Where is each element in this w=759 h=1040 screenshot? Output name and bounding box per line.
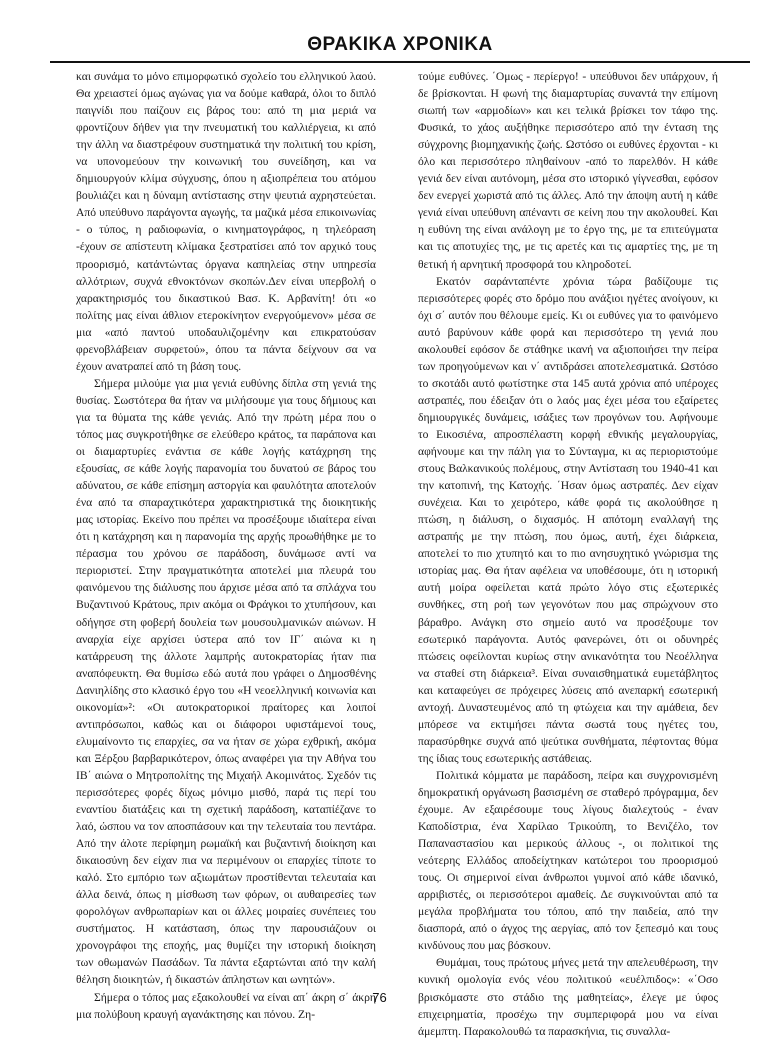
paragraph: Θυμάμαι, τους πρώτους μήνες μετά την απελευθέρωση, την κυνική ομολογία ενός νέου πολιτικού «ευέλπιδος»: «΄Οσο βρισκόμαστε στο στάδιο της μαθητείας», έλεγε με ύφος επιχειρηματία, προσέχω την συμπεριφορά μου να είναι άμεμπτη. Παρακολουθώ τα παρασκήνια, τις συναλλα- [418,956,718,1038]
paragraph: Πολιτικά κόμματα με παράδοση, πείρα και συγχρονισμένη δημοκρατική οργάνωση βασισμένη σε σταθερό πρόγραμμα, δεν έχουμε. Αν εξαιρέσουμε τους λίγους διαλεχτούς - έναν Καποδίστρια, ένα Χαρίλαο Τρικούπη, το Βενιζέλο, τον Παπαναστασίου και μερικούς άλλους -, οι πολιτικοί της νεότερης Ελλάδος αποδείχτηκαν κατώτεροι του προορισμού τους. Οι σημερινοί είναι άνθρωποι γυμνοί από κάθε ιδανικό, αρριβιστές, οι περισσότεροι αμαθείς. Δε συγκινούνται από τα μεγάλα προβλήματα του τόπου, από την παιδεία, από την διασπορά, από ο άγχος της αεργίας, από τον ξεπεσμό και τους κινδύνους που μας βόσκουν. [418,768,718,953]
paragraph: Σήμερα ο τόπος μας εξακολουθεί να είναι απ΄ άκρη σ΄ άκρη μια πολύβουη κραυγή αγανάκτησης και πόνου. Ζη- [76,990,376,1021]
journal-title: ΘΡΑΚΙΚΑ ΧΡΟΝΙΚΑ [307,34,493,55]
text-column-left [76,68,376,1023]
paragraph: και συνάμα το μόνο επιμορφωτικό σχολείο του ελληνικού λαού. Θα χρειαστεί όμως αγώνας για να δούμε καθαρά, όλοι το διπλό παιγνίδι που παίζουν εις βάρος του: από τη μια μεριά να φροντίζουν δήθεν για την πνευματική του καλλιέργεια, κι από την άλλη να διαστρέφουν συστηματικά την πολιτική του κρίση, να υπονομεύουν την κοινωνική του συνείδηση, και να δημιουργούν κλίμα σύγχυσης, όπου η αξιοπρέπεια του ατόμου βουλιάζει και η δύναμη αντίστασης στην ψευτιά αχρηστεύεται. Από υπεύθυνο παράγοντα αγωγής, τα μαζικά μέσα επικοινωνίας - ο τύπος, η ραδιοφωνία, ο κινηματογράφος, η τηλεόραση -έχουν σε απίστευτη κλίμακα ξεστρατίσει από τον αρχικό τους προορισμό, κατάντώντας όργανα καπηλείας στην υπηρεσία αλλότριων, συχνά εθνοκτόνων σκοπών.Δεν είναι υπερβολή ο χαρακτηρισμός του δικαστικού Βασ. Κ. Αρβανίτη! ότι «ο πολίτης μας είναι άθλιον ετεροκίνητον ενεργούμενον» μέσα σε μια «από παντού υποδαυλιζομένην και επικρατούσαν φρενοβλάβειαν συρφετού», όπου τα πάντα δείχνουν σα να έχουν ανατραπεί από τη βάση τους. [76,70,376,373]
running-header [50,30,750,64]
paragraph: Εκατόν σαράνταπέντε χρόνια τώρα βαδίζουμε τις περισσότερες φορές στο δρόμο που ανάξιοι ηγέτες ανοίγουν, κι όχι σ΄ αυτόν που θέλουμε εμείς. Κι οι ευθύνες για το φαινόμενο αυτό βαρύνουν κάθε φορά και περισσότερο τη γενιά που ακολουθεί εφόσον δε στάθηκε ικανή να αξιοποιήσει την πείρα των προηγούμενων και ν΄ αντιδράσει αποτελεσματικά. Ωστόσο το σκοτάδι αυτό φωτίστηκε στα 145 αυτά χρόνια από υπέροχες αστραπές, που έδειξαν ότι ο λαός μας έχει μέσα του εξαίρετες δημιουργικές δυνάμεις, ισάξιες των προγόνων του. Αφήνουμε το Εικοσιένα, απροσπέλαστη κορφή εθνικής μεγαλουργίας, αφήνουμε και την πάλη για το Σύνταγμα, κι ας περιοριστούμε στους Βαλκανικούς πολέμους, στην Αντίσταση του 1940-41 και την κατοπινή, της Κατοχής. ΄Ησαν όμως αστραπές. Δεν είχαν συνέχεια. Και το χειρότερο, κάθε φορά τις ακολούθησε η πτώση, η διάλυση, ο διχασμός. Η απότομη εναλλαγή της αστραπής με την πτώση, που όμως, αυτή, έχει διάρκεια, αποτελεί το πιο χτυπητό και το πιο ανησυχητικό γνώρισμα της ιστορίας μας. Θα ήταν αφέλεια να υποθέσουμε, ότι η ιστορική αυτή μοίρα οφείλεται κατά πρώτο λόγο στις εξωτερικές συνθήκες, στη ροή των γεγονότων που μας σπρώχνουν στο βάραθρο. Ανάγκη στο σημείο αυτό να προσέξουμε τον εσωτερικό παράγοντα. Αυτός φανερώνει, ότι οι οδυνηρές πτώσεις οφείλονται κυρίως στην ανικανότητα του Νεοέλληνα να σταθεί στη διάρκεια³. Είναι συναισθηματικά ευμετάβλητος και καταφεύγει σε πρόχειρες λύσεις από ανεπαρκή εσωτερική αντοχή. Δυναστευμένος από τη φτώχεια και την αμάθεια, δεν μπόρεσε να εκτιμήσει πάντα σωστά τους ηγέτες του, παρασύρθηκε συχνά από ψεύτικα συνθήματα, πέφτοντας θύμα της ίδιας τους εσωτερικής αστάθειας. [418,274,718,765]
paragraph: τούμε ευθύνες. ΄Ομως - περίεργο! - υπεύθυνοι δεν υπάρχουν, ή δε βρίσκονται. Η φωνή της διαμαρτυρίας συναντά την επίμονη σιωπή των «αρμοδίων» και κει τελικά βρίσκει τον τάφο της. Φυσικά, το χάος αυξήθηκε περισσότερο από την ένταση της σύγχρονης βιομηχανικής ζωής. Ωστόσο οι ευθύνες έρχονται - κι όλο και περισσότερο πληθαίνουν -από το παρελθόν. Η κάθε γενιά δεν είναι αυτόνομη, μέσα στο ιστορικό γίγνεσθαι, εφόσον δεν ενεργεί χωριστά από τις άλλες. Από την άποψη αυτή η κάθε γενιά είναι υπεύθυνη απέναντι σε κείνη που την ακολουθεί. Και η ευθύνη της είναι ανάλογη με το έργο της, με τα επιτεύγματα και τις αποτυχίες της, με τις αρετές και τις αμαρτίες της, με τη θετική ή αρνητική προσφορά του κληροδοτεί. [418,70,718,271]
paragraph: Σήμερα μιλούμε για μια γενιά ευθύνης δίπλα στη γενιά της θυσίας. Σωστότερα θα ήταν να μιλήσουμε για τους δήμιους και για τα θύματα της κάθε γενιάς. Από την πρώτη μέρα που ο τόπος μας συγκροτήθηκε σε ελεύθερο κράτος, τα παράπονα και οι διαμαρτυρίες ενάντια σε κάθε λογής κατάχρηση της εξουσίας, σε κάθε λογής παρανομία του δυνατού σε βάρος του αδύνατου, σε κάθε επίσημη αστοργία και φαυλότητα αποτελούν ένα από τα σπαραχτικότερα χαρακτηριστικά της διοικητικής μας ιστορίας. Εκείνο που πρέπει να προσέξουμε ιδιαίτερα είναι ότι η κατάχρηση και η παρανομία της αρχής προωθήθηκε με το πέρασμα του χρόνου σε παράδοση, δυνάμωσε αντί να περιοριστεί. Στην πραγματικότητα αποτελεί μια πλευρά του φαινόμενου της διάλυσης που άρχισε μέσα από τα σπλάχνα του Βυζαντινού Κράτους, πριν ακόμα οι Φράγκοι το χτυπήσουν, και οδήγησε στη φοβερή δουλεία των μουσουλμανικών αιώνων. Η αναρχία είχε αρχίσει ύστερα από τον ΙΓ΄ αιώνα κι η κατάρρευση της άλλοτε λαμπρής αυτοκρατορίας ήταν πια αναπόφευκτη. Θα θυμίσω εδώ αυτά που γράφει ο Δημοσθένης Δανιηλίδης στο κλασικό έργο του «Η νεοελληνική κοινωνία και οικονομία»²: «Οι αυτοκρατορικοί πραίτορες και λοιποί αντιπρόσωποι, καθώς και οι διάφοροι υφιστάμενοί τους, ελυμαίνοντο τις επαρχίες, σα να ήταν σε χώρα εχθρική, ακόμα και Ξέρξου βαρβαρικότερον, όπως αναφέρει για την Αθήνα του ΙΒ΄ αιώνα ο Μητροπολίτης της Μιχαήλ Ακομινάτος. Σχεδόν τις περισσότερες φορές δίχως μόνιμο μισθό, παρά τις περί του εναντίου διατάξεις και τη σχετική παράδοση, καταπίέζανε το λαό, ώσπου να τον αποσπάσουν και την τελευταία του πεντάρα. Από την άλοτε περίφημη ρωμαϊκή και βυζαντινή διοίκηση και δικαιοσύνη δεν είχαν πια να περιμένουν οι επαρχίες τίποτε το καλό. Στο εμπόριο των αξιωμάτων προστίθενται τελευταία και άλλα δεινά, όπως η μίσθωση των φόρων, οι αυθαιρεσίες των φορολόγων ανθρωπαρίων και οι άλλες μοιραίες συνέπειες του συστήματος. Η κατάσταση, όπως την παρουσιάζουν οι χρονογράφοι της εποχής, μας θυμίζει την ιστορική διοίκηση των οθωμανών Πασάδων. Τα πάντα εξαρτώνται από την καλή θέληση διοικητών, ή δικαστών άπληστων και ωνητών». [76,376,376,987]
page-number: 76 [372,990,387,1005]
header-rule [50,61,750,63]
text-column-right [418,68,718,1040]
